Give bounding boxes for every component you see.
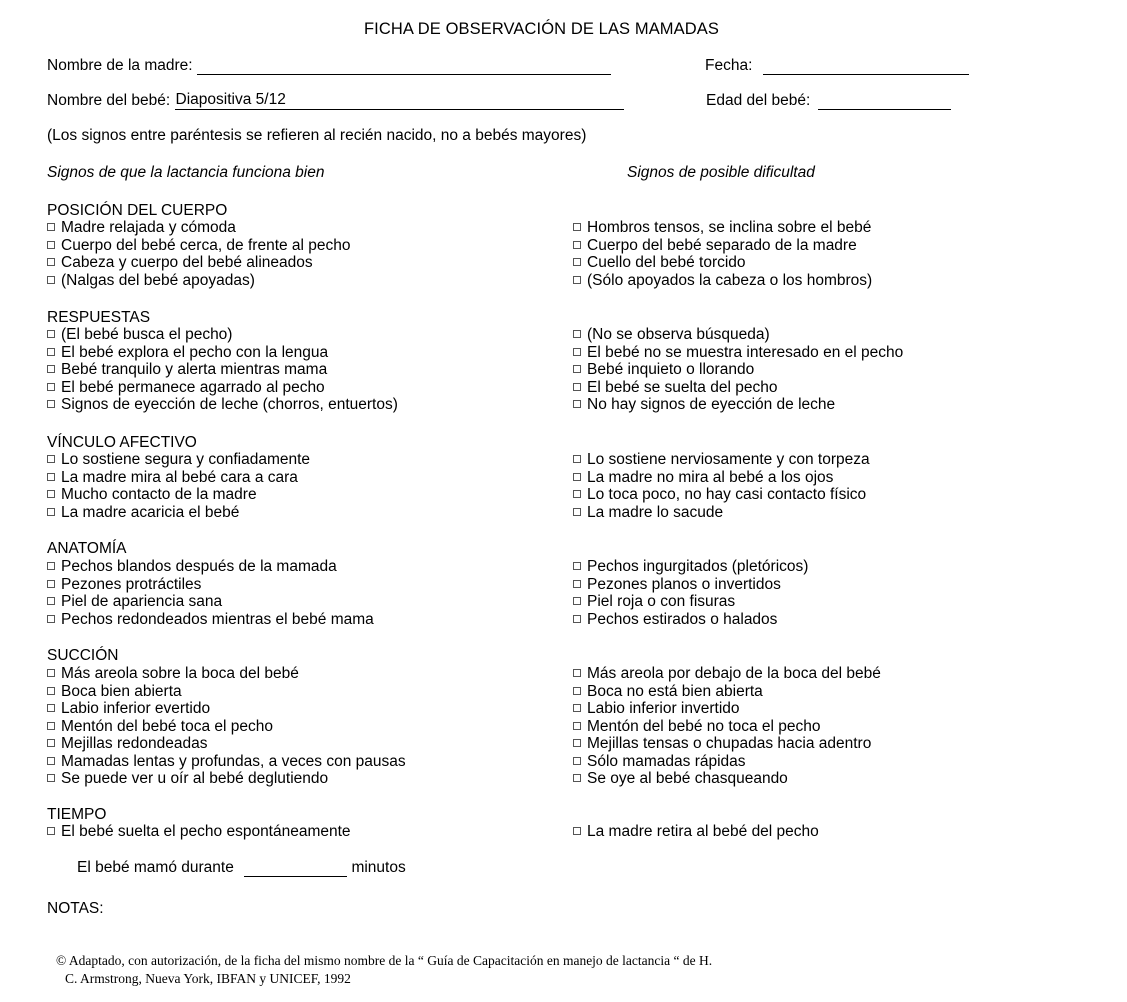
checkbox[interactable] bbox=[47, 704, 55, 712]
checkbox-item: El bebé explora el pecho con la lengua bbox=[47, 344, 398, 362]
section-title-posicion: POSICIÓN DEL CUERPO bbox=[47, 202, 228, 219]
checkbox-item: Mejillas redondeadas bbox=[47, 735, 406, 753]
section-title-anatomia: ANATOMÍA bbox=[47, 540, 127, 557]
checkbox[interactable] bbox=[573, 508, 581, 516]
checkbox-item: Pechos ingurgitados (pletóricos) bbox=[573, 558, 808, 576]
newborn-note: (Los signos entre paréntesis se refieren al recién nacido, no a bebés mayores) bbox=[47, 127, 587, 144]
checkbox-item: Mentón del bebé no toca el pecho bbox=[573, 718, 881, 736]
checkbox-item: Labio inferior evertido bbox=[47, 700, 406, 718]
checkbox-item: Sólo mamadas rápidas bbox=[573, 753, 881, 771]
section-respuestas-left bbox=[47, 326, 398, 414]
checkbox[interactable] bbox=[573, 473, 581, 481]
checkbox-item: El bebé suelta el pecho espontáneamente bbox=[47, 823, 351, 841]
checkbox-item: Cabeza y cuerpo del bebé alineados bbox=[47, 254, 351, 272]
checkbox-item: El bebé se suelta del pecho bbox=[573, 379, 903, 397]
checkbox[interactable] bbox=[47, 774, 55, 782]
checkbox[interactable] bbox=[573, 704, 581, 712]
checkbox[interactable] bbox=[573, 580, 581, 588]
checkbox[interactable] bbox=[47, 348, 55, 356]
checkbox-item: Pezones protráctiles bbox=[47, 576, 374, 594]
checkbox-item: (Sólo apoyados la cabeza o los hombros) bbox=[573, 272, 872, 290]
section-vinculo-left bbox=[47, 451, 310, 521]
checkbox-item: El bebé permanece agarrado al pecho bbox=[47, 379, 398, 397]
checkbox-item: Mucho contacto de la madre bbox=[47, 486, 310, 504]
checkbox-item: Pechos estirados o halados bbox=[573, 611, 808, 629]
checkbox[interactable] bbox=[47, 473, 55, 481]
checkbox-item: Pezones planos o invertidos bbox=[573, 576, 808, 594]
checkbox-item: Mamadas lentas y profundas, a veces con pausas bbox=[47, 753, 406, 771]
checkbox-item: (No se observa búsqueda) bbox=[573, 326, 903, 344]
section-succion-right bbox=[573, 665, 881, 788]
section-title-respuestas: RESPUESTAS bbox=[47, 309, 151, 326]
checkbox-item: La madre mira al bebé cara a cara bbox=[47, 469, 310, 487]
checkbox[interactable] bbox=[573, 774, 581, 782]
checkbox-item: Mentón del bebé toca el pecho bbox=[47, 718, 406, 736]
baby-age-row bbox=[706, 91, 951, 110]
checkbox-item: Más areola sobre la boca del bebé bbox=[47, 665, 406, 683]
checkbox-item: Lo toca poco, no hay casi contacto físico bbox=[573, 486, 870, 504]
checkbox[interactable] bbox=[47, 258, 55, 266]
checkbox[interactable] bbox=[573, 669, 581, 677]
baby-name-row bbox=[47, 91, 624, 110]
checkbox[interactable] bbox=[47, 757, 55, 765]
checkbox-item: Mejillas tensas o chupadas hacia adentro bbox=[573, 735, 881, 753]
checkbox[interactable] bbox=[47, 490, 55, 498]
checkbox-item: (Nalgas del bebé apoyadas) bbox=[47, 272, 351, 290]
column-header-right: Signos de posible dificultad bbox=[627, 164, 815, 181]
checkbox-item: Lo sostiene segura y confiadamente bbox=[47, 451, 310, 469]
duration-row bbox=[77, 858, 406, 877]
checkbox-item: El bebé no se muestra interesado en el pecho bbox=[573, 344, 903, 362]
checkbox-item: Pechos blandos después de la mamada bbox=[47, 558, 374, 576]
checkbox-item: Cuerpo del bebé separado de la madre bbox=[573, 237, 872, 255]
baby-name-label: Nombre del bebé: bbox=[47, 92, 171, 109]
section-respuestas-right bbox=[573, 326, 903, 414]
section-anatomia-right bbox=[573, 558, 808, 628]
checkbox[interactable] bbox=[573, 562, 581, 570]
checkbox-item: Cuello del bebé torcido bbox=[573, 254, 872, 272]
checkbox-item: Más areola por debajo de la boca del bebé bbox=[573, 665, 881, 683]
checkbox-item: Labio inferior invertido bbox=[573, 700, 881, 718]
checkbox[interactable] bbox=[47, 383, 55, 391]
checkbox-item: No hay signos de eyección de leche bbox=[573, 396, 903, 414]
checkbox-item: Se oye al bebé chasqueando bbox=[573, 770, 881, 788]
checkbox[interactable] bbox=[573, 258, 581, 266]
footer-credit-line1: © Adaptado, con autorización, de la ficha del mismo nombre de la “ Guía de Capacitación en manejo de lactancia “ de H. bbox=[56, 953, 713, 968]
checkbox[interactable] bbox=[573, 223, 581, 231]
checkbox[interactable] bbox=[47, 827, 55, 835]
checkbox[interactable] bbox=[47, 722, 55, 730]
baby-name-value: Diapositiva 5/12 bbox=[175, 91, 286, 108]
checkbox[interactable] bbox=[47, 241, 55, 249]
checkbox[interactable] bbox=[47, 669, 55, 677]
checkbox[interactable] bbox=[47, 330, 55, 338]
checkbox-item: Boca bien abierta bbox=[47, 683, 406, 701]
checkbox[interactable] bbox=[47, 455, 55, 463]
mother-name-label: Nombre de la madre: bbox=[47, 57, 193, 74]
section-posicion-left bbox=[47, 219, 351, 289]
checkbox-item: Boca no está bien abierta bbox=[573, 683, 881, 701]
checkbox-item: Lo sostiene nerviosamente y con torpeza bbox=[573, 451, 870, 469]
checkbox[interactable] bbox=[573, 383, 581, 391]
baby-age-field[interactable] bbox=[818, 92, 951, 110]
checkbox[interactable] bbox=[573, 597, 581, 605]
checkbox-item: La madre acaricia el bebé bbox=[47, 504, 310, 522]
baby-age-label: Edad del bebé: bbox=[706, 92, 811, 109]
checkbox[interactable] bbox=[47, 597, 55, 605]
checkbox[interactable] bbox=[573, 827, 581, 835]
duration-prefix: El bebé mamó durante bbox=[77, 859, 234, 876]
checkbox[interactable] bbox=[47, 615, 55, 623]
checkbox[interactable] bbox=[573, 400, 581, 408]
checkbox-item: Hombros tensos, se inclina sobre el bebé bbox=[573, 219, 872, 237]
section-posicion-right bbox=[573, 219, 872, 289]
checkbox[interactable] bbox=[47, 687, 55, 695]
checkbox[interactable] bbox=[573, 615, 581, 623]
section-anatomia-left bbox=[47, 558, 374, 628]
date-row bbox=[705, 56, 969, 75]
checkbox-item: Piel de apariencia sana bbox=[47, 593, 374, 611]
checkbox-item: Bebé inquieto o llorando bbox=[573, 361, 903, 379]
checkbox-item: Se puede ver u oír al bebé deglutiendo bbox=[47, 770, 406, 788]
checkbox[interactable] bbox=[573, 365, 581, 373]
checkbox[interactable] bbox=[573, 490, 581, 498]
checkbox[interactable] bbox=[47, 508, 55, 516]
notes-label: NOTAS: bbox=[47, 900, 104, 917]
section-tiempo-right bbox=[573, 823, 819, 841]
checkbox[interactable] bbox=[47, 223, 55, 231]
checkbox[interactable] bbox=[573, 241, 581, 249]
checkbox[interactable] bbox=[573, 687, 581, 695]
mother-name-field[interactable] bbox=[197, 57, 611, 75]
baby-name-field[interactable] bbox=[175, 92, 624, 110]
section-title-succion: SUCCIÓN bbox=[47, 647, 119, 664]
checkbox-item: Cuerpo del bebé cerca, de frente al pecho bbox=[47, 237, 351, 255]
mother-name-row bbox=[47, 56, 611, 75]
section-tiempo-left bbox=[47, 823, 351, 841]
checkbox-item: Pechos redondeados mientras el bebé mama bbox=[47, 611, 374, 629]
duration-suffix: minutos bbox=[351, 859, 406, 876]
checkbox-item: (El bebé busca el pecho) bbox=[47, 326, 398, 344]
section-title-vinculo: VÍNCULO AFECTIVO bbox=[47, 434, 197, 451]
duration-field[interactable] bbox=[244, 859, 347, 877]
checkbox-item: Bebé tranquilo y alerta mientras mama bbox=[47, 361, 398, 379]
checkbox[interactable] bbox=[573, 276, 581, 284]
checkbox-item: Signos de eyección de leche (chorros, entuertos) bbox=[47, 396, 398, 414]
checkbox-item: La madre no mira al bebé a los ojos bbox=[573, 469, 870, 487]
checkbox[interactable] bbox=[573, 757, 581, 765]
date-field[interactable] bbox=[763, 57, 969, 75]
checkbox[interactable] bbox=[47, 400, 55, 408]
checkbox[interactable] bbox=[573, 330, 581, 338]
checkbox[interactable] bbox=[573, 348, 581, 356]
footer-credit-line2: C. Armstrong, Nueva York, IBFAN y UNICEF, 1992 bbox=[65, 971, 351, 986]
checkbox-item: La madre retira al bebé del pecho bbox=[573, 823, 819, 841]
section-vinculo-right bbox=[573, 451, 870, 521]
checkbox[interactable] bbox=[47, 276, 55, 284]
page-title: FICHA DE OBSERVACIÓN DE LAS MAMADAS bbox=[364, 20, 719, 38]
column-header-left: Signos de que la lactancia funciona bien bbox=[47, 164, 325, 181]
checkbox-item: Madre relajada y cómoda bbox=[47, 219, 351, 237]
checkbox[interactable] bbox=[47, 365, 55, 373]
checkbox[interactable] bbox=[47, 580, 55, 588]
checkbox[interactable] bbox=[573, 739, 581, 747]
checkbox-item: Piel roja o con fisuras bbox=[573, 593, 808, 611]
section-title-tiempo: TIEMPO bbox=[47, 806, 107, 823]
checkbox[interactable] bbox=[573, 722, 581, 730]
checkbox[interactable] bbox=[47, 739, 55, 747]
checkbox-item: La madre lo sacude bbox=[573, 504, 870, 522]
checkbox[interactable] bbox=[47, 562, 55, 570]
date-label: Fecha: bbox=[705, 57, 753, 74]
checkbox[interactable] bbox=[573, 455, 581, 463]
section-succion-left bbox=[47, 665, 406, 788]
